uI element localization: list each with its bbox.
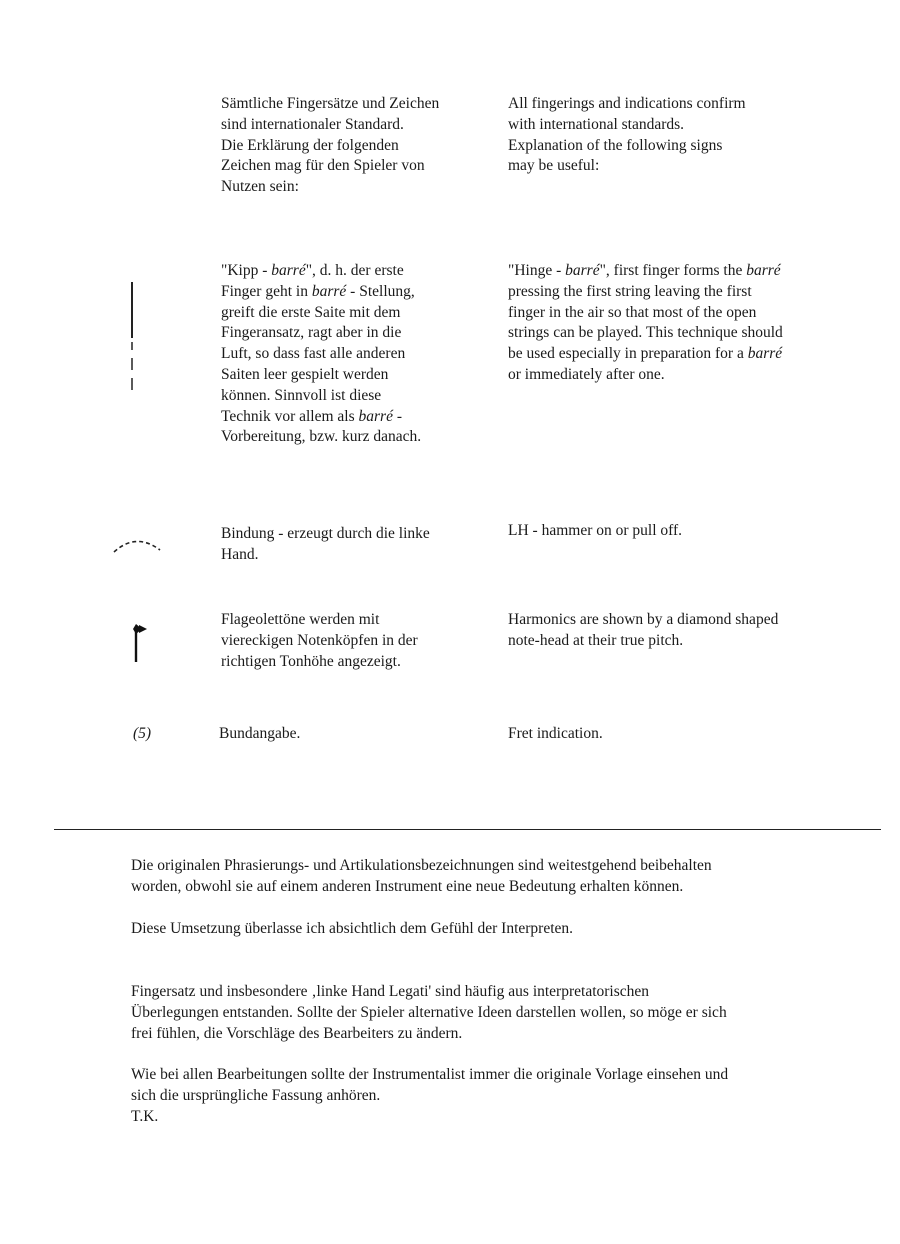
text-line: richtigen Tonhöhe angezeigt. bbox=[221, 652, 401, 670]
text-line: worden, obwohl sie auf einem anderen Instrument eine neue Bedeutung erhalten können. bbox=[131, 878, 684, 895]
text-line: Hand. bbox=[221, 545, 259, 563]
hinge-english bbox=[508, 261, 848, 386]
text-line: Die originalen Phrasierungs- und Artikulationsbezeichnungen sind weitestgehend beibehalten bbox=[131, 857, 712, 874]
text-line: können. Sinnvoll ist diese bbox=[221, 386, 382, 404]
fret-symbol: (5) bbox=[133, 725, 152, 742]
harmonics-english bbox=[508, 610, 848, 652]
text-line: Harmonics are shown by a diamond shaped bbox=[508, 611, 779, 628]
fret-english: Fret indication. bbox=[508, 725, 603, 742]
text-line: sich die ursprüngliche Fassung anhören. bbox=[131, 1087, 381, 1104]
intro-english bbox=[508, 94, 848, 177]
text-line: frei fühlen, die Vorschläge des Bearbeiters zu ändern. bbox=[131, 1025, 463, 1042]
text-line: Bindung - erzeugt durch die linke bbox=[221, 525, 430, 542]
note-paragraph-interpretation bbox=[131, 918, 851, 939]
barre-term: barré bbox=[311, 282, 347, 300]
slur-german bbox=[221, 524, 491, 566]
hinge-barre-icon bbox=[124, 278, 140, 396]
text-line: Überlegungen entstanden. Sollte der Spieler alternative Ideen darstellen wollen, so möge er sich bbox=[131, 1004, 727, 1021]
slur-icon bbox=[110, 532, 164, 556]
text-line: pressing the first string leaving the first bbox=[508, 282, 752, 300]
text-line: note-head at their true pitch. bbox=[508, 631, 684, 649]
text-line: be used especially in preparation for a barré bbox=[508, 345, 783, 363]
note-paragraph-original bbox=[131, 1064, 851, 1127]
barre-term: barré bbox=[746, 262, 781, 279]
text-line: Zeichen mag für den Spieler von bbox=[221, 157, 425, 175]
barre-term: barré bbox=[565, 262, 600, 279]
text-line: Luft, so dass fast alle anderen bbox=[221, 345, 406, 363]
text-line: may be useful: bbox=[508, 157, 600, 175]
text-line: greift die erste Saite mit dem bbox=[221, 303, 401, 321]
text-line: Die Erklärung der folgenden bbox=[221, 136, 399, 154]
text-line: with international standards. bbox=[508, 115, 685, 133]
text-line: Saiten leer gespielt werden bbox=[221, 365, 389, 383]
text-line: Vorbereitung, bzw. kurz danach. bbox=[221, 428, 422, 446]
barre-term: barré bbox=[747, 345, 783, 363]
note-paragraph-fingering bbox=[131, 981, 851, 1044]
harmonics-german bbox=[221, 610, 491, 672]
text-line: Sämtliche Fingersätze und Zeichen bbox=[221, 95, 440, 112]
hinge-german bbox=[221, 261, 491, 448]
barre-term: barré bbox=[358, 407, 393, 425]
text-line: or immediately after one. bbox=[508, 365, 665, 383]
text-line: LH - hammer on or pull off. bbox=[508, 522, 683, 539]
text-line: Flageolettöne werden mit bbox=[221, 611, 380, 628]
text-line: Nutzen sein: bbox=[221, 178, 299, 196]
text-line: All fingerings and indications confirm bbox=[508, 95, 746, 112]
text-line: Fingersatz und insbesondere ‚linke Hand Legati' sind häufig aus interpretatorischen bbox=[131, 983, 650, 1000]
fret-german: Bundangabe. bbox=[219, 725, 301, 742]
barre-term: barré bbox=[271, 262, 306, 279]
text-line: viereckigen Notenköpfen in der bbox=[221, 631, 418, 649]
text-line: Finger geht in barré - Stellung, bbox=[221, 282, 415, 300]
slur-english bbox=[508, 521, 848, 542]
text-line: Fingeransatz, ragt aber in die bbox=[221, 324, 402, 342]
text-line: strings can be played. This technique should bbox=[508, 324, 783, 342]
text-line: finger in the air so that most of the open bbox=[508, 303, 757, 321]
text-line: Wie bei allen Bearbeitungen sollte der Instrumentalist immer die originale Vorlage einsehen und bbox=[131, 1066, 729, 1083]
text-line: "Hinge - barré", first finger forms the barré bbox=[508, 262, 781, 279]
note-paragraph-phrasing bbox=[131, 855, 851, 897]
text-line: Diese Umsetzung überlasse ich absichtlich dem Gefühl der Interpreten. bbox=[131, 920, 574, 937]
intro-german bbox=[221, 94, 491, 198]
signature: T.K. bbox=[131, 1108, 159, 1125]
diamond-note-icon bbox=[130, 620, 154, 666]
text-line: Technik vor allem als barré - bbox=[221, 407, 403, 425]
text-line: sind internationaler Standard. bbox=[221, 115, 404, 133]
text-line: "Kipp - barré", d. h. der erste bbox=[221, 262, 404, 279]
text-line: Explanation of the following signs bbox=[508, 136, 723, 154]
divider bbox=[54, 829, 881, 830]
